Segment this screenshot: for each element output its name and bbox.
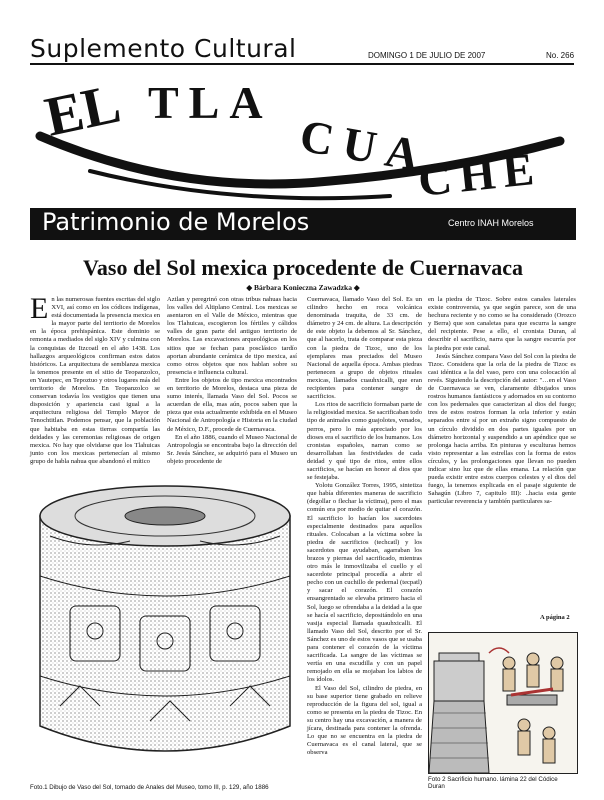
vaso-del-sol-drawing bbox=[30, 476, 300, 782]
paragraph: En el año 1886, cuando el Museo Nacional de Antropología se encontraba bajo la dirección del Sr. Jesús Sánchez, se adquirió para el Museo un objeto procedente de bbox=[167, 433, 297, 465]
svg-text:EL: EL bbox=[39, 72, 126, 149]
issue-number: No. 266 bbox=[546, 51, 575, 60]
paragraph: Yolotu González Torres, 1995, sintetiza que había diferentes maneras de sacrificio (degollar o flechar la víctima), pero el mas común era por medio de quitar el corazón. El sacrificio lo hacían los sacerdotes especialmente destinados para aquellos rituales. Colocaban a la víctima sobre la piedra de sacrificios (techcatl) y los sacerdotes que ayudaban, agarraban los brazos y piernas del sacrificado, mientras otro más le inmovilizaba el cuello y el sacerdote principal procedía a abrir el pecho con un cuchillo de pedernal (tecpatl) y sacar el corazón. El corazón ensangrentado se elevaba primero hacia el Sol, luego se ofrendaba a la deidad a la que se hacía el sacrificio, depositándolo en una vasija especial llamada quauhxicalli. El llamado Vaso del Sol, descrito por el Sr. Sánchez es uno de estos vasos que se usaba para contener el corazón de la víctima sacrificada. La sangre de las víctimas se vertía en una escudilla y con un papel remojado en ella se mojaban los labios de los ídolos. bbox=[307, 482, 422, 684]
paragraph: Jesús Sánchez compara Vaso del Sol con la piedra de Tizoc. Considera que la orla de la piedra de Tizoc es casi idéntica a la del vaso, pero con una colocación al revés. Siguiendo la descripción del autor: "…en el Vaso de Cuernavaca se ven, claramente dibujados unos rostros humanos fantásticos y adornados en su contorno con los pedernales que caracterizan al dios del fuego; tres de estos rostros forman la orla inferior y están separados entre sí por un extraño signo compuesto de un círculo dividido en dos partes iguales por un diámetro horizontal y suspendido a un apéndice que se prolonga hacia arriba. En pinturas y esculturas hemos visto representar a las estrellas con la forma de estos círculos, y las prolongaciones que llevan no pueden indicar sino luz que de ellas emana. La relación que pueda existir entre estos cuerpos celestes y el dios del fuego, la tenemos explicada en el pasaje siguiente de Sahagún (Libro 7, capitulo III): ..hacia esta gente particular reverencia y también particulares sa- bbox=[428, 352, 576, 506]
svg-text:CHE: CHE bbox=[415, 142, 545, 206]
figure-2-caption: Foto 2 Sacrificio humano. lámina 22 del Códice Duran bbox=[428, 776, 558, 790]
paragraph: Aztlan y peregrinó con otras tribus nahuas hacia los valles del Altiplano Central. Los mexicas se asentaron en el Valle de México, mientras que los Tlahuicas, escogieron los fértiles y cálidos valles de gran parte del antiguo territorio de Morelos. Las excavaciones arqueológicas en los sitios que se fechan para posclásico tardío aportan abundante cerámica de tipo mexica, así como otros objetos que nos hablan sobre su presencia e influencia cultural. bbox=[167, 296, 297, 376]
banner-title: Patrimonio de Morelos bbox=[42, 208, 310, 236]
figure-1-caption: Foto.1 Dibujo de Vaso del Sol, tomado de Anales del Museo, tomo III, p. 129, año 1886 bbox=[30, 784, 269, 791]
article-byline: ◆ Bárbara Konieczna Zawadzka ◆ bbox=[246, 283, 360, 292]
paragraph: Entre los objetos de tipo mexica encontrados en territorio de Morelos, destaca una pieza de sumo interés, llamada Vaso del Sol. Pocos se acuerdan de ella, mas aún, pocos saben que la pieza que esta actualmente exhibida en el Museo Nacional de Antropología e Historia en la ciudad de México, D.F., procede de Cuernavaca. bbox=[167, 376, 297, 433]
article-column-4 bbox=[428, 296, 576, 614]
el-tlacuache-logo bbox=[30, 66, 576, 216]
continued-page-ref: A página 2 bbox=[540, 614, 570, 621]
article-column-1 bbox=[30, 292, 160, 472]
article-column-3 bbox=[307, 296, 422, 792]
paragraph: Los ritos de sacrificio formaban parte de la religiosidad mexica. Se sacrificaban todo tipo de animales como guajolotes, venados, perros, pero lo más apreciado por los dioses era el sacrificio de los humanos. Los cronistas españoles, narran como se desarrollaban las festividades de cada deidad y qué tipo de ritos, entre ellos sacrificios, se hacían en honor al dios que se festejaba. bbox=[307, 401, 422, 482]
article-column-2 bbox=[167, 296, 297, 472]
drop-cap: E bbox=[30, 292, 49, 325]
paragraph: El Vaso del Sol, cilindro de piedra, en su base superior tiene grabado en relieve reproducción de la figura del sol, igual a como se presenta en la piedra de Tizoc. En su centro hay una excavación, a manera de jícara, destinada para contener la ofrenda. Lo que no se encuentra en la piedra de Cuernavaca es el canal lateral, que se observa bbox=[307, 684, 422, 757]
paragraph: en la piedra de Tizoc. Sobre estos canales laterales existe controversia, ya que según parece, son de una hechura reciente y no como se ha considerado (Orozco y Berra) que son canaletas para que escurra la sangre del recipiente. Pese a ello, el cronista Duran, al describir el sacrificio, narra que la sangre escurría por la piedra por este canal. bbox=[428, 296, 576, 352]
article-headline: Vaso del Sol mexica procedente de Cuernavaca bbox=[83, 255, 523, 280]
banner-publisher: Centro INAH Morelos bbox=[448, 218, 534, 228]
supplement-title: Suplemento Cultural bbox=[30, 34, 297, 63]
issue-date: DOMINGO 1 DE JULIO DE 2007 bbox=[368, 51, 486, 60]
paragraph: n las numerosas fuentes escritas del siglo XVI, así como en los códices indígenas, está documentada la presencia mexica en la mayor parte del territorio de Morelos en la época prehispánica. Este dominio se remonta a mediados del siglo XIV y culmina con la conquistas de Itzcoatl en el año 1438. Los hallazgos arqueológicos confirman estos datos históricos. La arquitectura de semblanza mexica la tenemos presente en el sitio de Teopanzolco, en Yautepec, en Tepoztuo y otros lugares más del territorio de Morelos. En Teopanzolco se conservan todavía los vestigios que tienen una disposición y apariencia casi igual a la arquitectura religiosa del Templo Mayor de Tenochtitlan. Podemos pensar, que la población que habitaba en estas tierras compartía las deidades y las ceremonias religiosas de origen mexica. No hay que olvidarse que los Tlahuicas junto con los mexicas pertenecían al mismo grupo de habla nahua que abandonó el mítico bbox=[30, 296, 160, 465]
top-rule bbox=[30, 63, 574, 65]
codice-duran-illustration bbox=[428, 632, 578, 774]
svg-text:CUA: CUA bbox=[296, 109, 433, 183]
paragraph: Cuernavaca, llamado Vaso del Sol. Es un cilindro hecho en roca volcánica denominada traquita, de 33 cm. de diámetro y 24 cm. de altura. La descripción de este objeto la debemos al Sr. Sánchez, que al hacerlo, trata de comparar esta pieza con la piedra de Tizoc, uno de los ejemplares mas preciados del Museo Nacional de aquella época. Ambas piedras pertenecen a grupo de objetos rituales mexicas, llamados cuauhxicalli, que eran recipientes para contener sangre de sacrificios. bbox=[307, 296, 422, 401]
svg-text:TLA: TLA bbox=[148, 77, 273, 128]
